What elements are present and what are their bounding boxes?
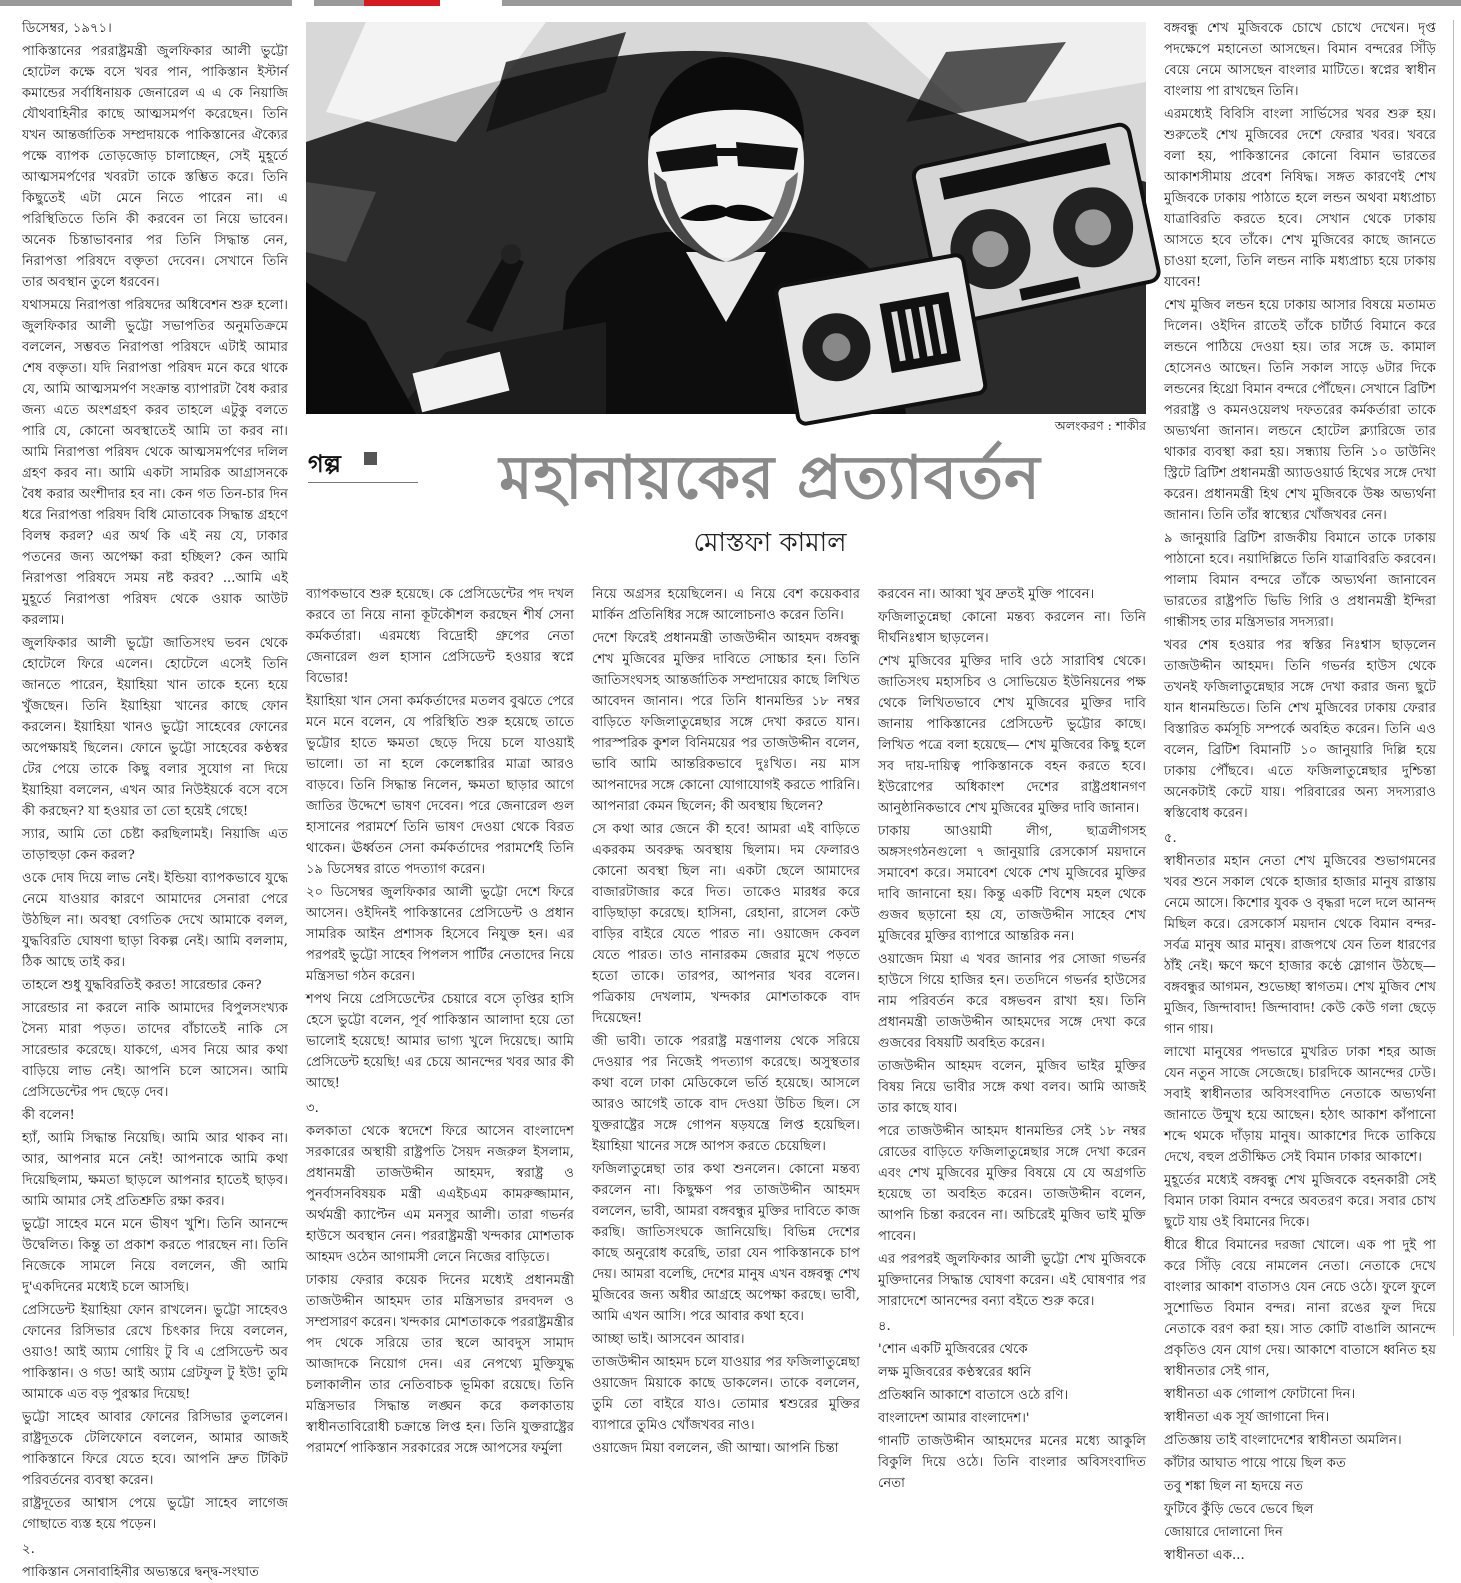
paragraph: তাজউদ্দীন আহমদ বলেন, মুজিব ভাইর মুক্তির বিষয় নিয়ে ভাবীর সঙ্গে কথা বলব। আমি আজই তার কাছে যাব। <box>878 1059 1146 1116</box>
verse-line: তবু শঙ্কা ছিল না হৃদয়ে নত <box>1164 1479 1303 1494</box>
paragraph: তাহলে শুধু যুদ্ধবিরতিই করত! সারেন্ডার কেন? <box>22 978 262 993</box>
verse-line: স্বাধীনতা এক সূর্য জাগানো দিন। <box>1164 1410 1330 1425</box>
story-title: মহানায়কের প্রত্যাবর্তন <box>499 443 1041 513</box>
verse-line: বাংলাদেশ আমার বাংলাদেশ।' <box>878 1411 1030 1426</box>
paragraph: ধীরে ধীরে বিমানের দরজা খোলে। এক পা দুই পা করে সিঁড়ি বেয়ে নামলেন নেতা। নেতাকে দেখে বাংলার আকাশ বাতাসও যেন নেচে ওঠে। ফুলে ফুলে সুশোভিত বিমান বন্দর। নানা রঙের ফুল দিয়ে নেতাকে বরণ করা হয়। সাত কোটি বাঙালি আনন্দে প্রকৃতিও যেন যোগ দেয়। আকাশে বাতাসে ধ্বনিত হয় স্বাধীনতার সেই গান, <box>1164 1238 1436 1379</box>
portrait-illustration <box>306 22 1146 414</box>
paragraph: কী বলেন! <box>22 1108 75 1123</box>
verse-line: 'শোন একটি মুজিবরের থেকে <box>878 1342 1028 1357</box>
paragraph: হ্যাঁ, আমি সিদ্ধান্ত নিয়েছি। আমি আর থাকব না। আর, আপনার মনে নেই! আপনাকে আমি কথা দিয়েছিলাম, ক্ষমতা ছাড়লে আপনার হাতেই ছাড়ব। আমি আমার সেই প্রতিশ্রুতি রক্ষা করব। <box>22 1131 288 1209</box>
paragraph: ব্যাপকভাবে শুরু হয়েছে। কে প্রেসিডেন্টের পদ দখল করবে তা নিয়ে নানা কূটকৌশল করছেন শীর্ষ সেনা কর্মকর্তারা। এরমধ্যে বিদ্রোহী গ্রুপের নেতা জেনারেল গুল হাসান প্রেসিডেন্ট হওয়ার স্বপ্নে বিভোর! <box>306 587 574 686</box>
text-column-5 <box>1164 18 1436 1563</box>
section-marker-icon <box>364 452 377 465</box>
verse-line: প্রতিধ্বনি আকাশে বাতাসে ওঠে রণি। <box>878 1388 1069 1403</box>
paragraph: শেখ মুজিব লন্ডন হয়ে ঢাকায় আসার বিষয়ে মতামত দিলেন। ওইদিন রাতেই তাঁকে চার্টার্ড বিমানে করে লন্ডনে পাঠিয়ে দেওয়া হয়। তার সঙ্গে ড. কামাল হোসেনও আছেন। তিনি সকাল সাড়ে ৬টার দিকে লন্ডনের হিথ্রো বিমান বন্দরে পৌঁছেন। সেখানে ব্রিটিশ পররাষ্ট্র ও কমনওয়েলথ দফতরের কর্মকর্তারা তাকে অভ্যর্থনা জানান। লন্ডনে হোটেল ক্ল্যারিজে তার থাকার ব্যবস্থা করা হয়। সন্ধ্যায় তিনি ১০ ডাউনিং স্ট্রিটে ব্রিটিশ প্রধানমন্ত্রী অ্যাডওয়ার্ড হিথের সঙ্গে দেখা করেন। প্রধানমন্ত্রী হিথ শেখ মুজিবকে উষ্ণ অভ্যর্থনা জানান। তিনি তাঁর স্বাস্থ্যের খোঁজখবর নেন। <box>1164 298 1436 523</box>
paragraph: ভুট্টো সাহেব আবার ফোনের রিসিভার তুললেন। রাষ্ট্রদূতকে টেলিফোনে বললেন, আমার আজই পাকিস্তানে ফিরে যেতে হবে। আপনি দ্রুত টিকিট পরিবর্তনের ব্যবস্থা করেন। <box>22 1410 288 1488</box>
paragraph: ওকে দোষ দিয়ে লাভ নেই। ইন্ডিয়া ব্যাপকভাবে যুদ্ধে নেমে যাওয়ার কারণে আমাদের সেনারা পেরে উঠছিল না। অবস্থা বেগতিক দেখে আমাকে বলল, যুদ্ধবিরতি ঘোষণা ছাড়া বিকল্প নেই। আমি বললাম, ঠিক আছে তাই কর। <box>22 871 288 970</box>
paragraph: কলকাতা থেকে স্বদেশে ফিরে আসেন বাংলাদেশ সরকারের অস্থায়ী রাষ্ট্রপতি সৈয়দ নজরুল ইসলাম, প্রধানমন্ত্রী তাজউদ্দীন আহমদ, স্বরাষ্ট্র ও পুনর্বাসনবিষয়ক মন্ত্রী এএইচএম কামরুজ্জামান, অর্থমন্ত্রী ক্যাপ্টেন এম মনসুর আলী। তারা গভর্নর হাউসে অবস্থান নেন। পররাষ্ট্রমন্ত্রী খন্দকার মোশতাক আহমদ ওঠেন আগামসী লেনে নিজের বাড়িতে। <box>306 1124 574 1265</box>
paragraph: এর পরপরই জুলফিকার আলী ভুট্টো শেখ মুজিবকে মুক্তিদানের সিদ্ধান্ত ঘোষণা করেন। এই ঘোষণার পর সারাদেশে আনন্দের বন্যা বইতে শুরু করে। <box>878 1252 1146 1309</box>
paragraph: স্বাধীনতার মহান নেতা শেখ মুজিবের শুভাগমনের খবর শুনে সকাল থেকে হাজার হাজার মানুষ রাস্তায় নেমে আসে। কিশোর যুবক ও বৃদ্ধরা দলে দলে আনন্দ মিছিল করে। রেসকোর্স ময়দান থেকে বিমান বন্দর-সর্বত্র মানুষ আর মানুষ। রাজপথে যেন তিল ধারণের ঠাঁই নেই। ক্ষণে ক্ষণে হাজার কণ্ঠে স্লোগান উঠছে— বঙ্গবন্ধুর আগমন, শুভেচ্ছা স্বাগতম। শেখ মুজিব শেখ মুজিব, জিন্দাবাদ! জিন্দাবাদ! কেউ কেউ গলা ছেড়ে গান গায়। <box>1164 854 1436 1037</box>
text-column-1 <box>22 18 288 1580</box>
paragraph: ঢাকায় ফেরার কয়েক দিনের মধ্যেই প্রধানমন্ত্রী তাজউদ্দীন আহমদ তার মন্ত্রিসভার রদবদল ও সম্প্রসারণ করেন। খন্দকার মোশতাককে পররাষ্ট্রমন্ত্রীর পদ থেকে সরিয়ে তার স্থলে আবদুস সামাদ আজাদকে নিয়োগ দেন। এর নেপথ্যে মুক্তিযুদ্ধ চলাকালীন তার নেতিবাচক ভূমিকা রয়েছে। তিনি মন্ত্রিসভার সিদ্ধান্ত লঙ্ঘন করে কলকাতায় স্বাধীনতাবিরোধী চক্রান্তে লিপ্ত হন। তিনি যুক্তরাষ্ট্রের পরামর্শে পাকিস্তান সরকারের সঙ্গে আপসের ফর্মুলা <box>306 1273 574 1456</box>
paragraph: ৯ জানুয়ারি ব্রিটিশ রাজকীয় বিমানে তাকে ঢাকায় পাঠানো হবে। নয়াদিল্লিতে তিনি যাত্রাবিরতি করবেন। পালাম বিমান বন্দরে তাঁকে অভ্যর্থনা জানাবেন ভারতের রাষ্ট্রপতি ভিভি গিরি ও প্রধানমন্ত্রী ইন্দিরা গান্ধীসহ তার মন্ত্রিসভার সদস্যরা। <box>1164 531 1436 630</box>
top-rule <box>0 0 1461 6</box>
verse-line: ফুটিবে কুঁড়ি ভেবে ভেবে ছিল <box>1164 1502 1314 1517</box>
paragraph: বঙ্গবন্ধু শেখ মুজিবকে চোখে চোখে দেখেন। দৃপ্ত পদক্ষেপে মহানেতা আসছেন। বিমান বন্দরের সিঁড়ি বেয়ে নেমে আসছেন বাংলার মাটিতে। স্বপ্নের স্বাধীন বাংলায় পা রাখছেন তিনি। <box>1164 21 1436 99</box>
paragraph: করবেন না। আব্বা খুব দ্রুতই মুক্তি পাবেন। <box>878 587 1095 602</box>
story-byline: মোস্তফা কামাল <box>693 528 847 558</box>
paragraph: দেশে ফিরেই প্রধানমন্ত্রী তাজউদ্দীন আহমদ বঙ্গবন্ধু শেখ মুজিবের মুক্তির দাবিতে সোচ্চার হন। তিনি জাতিসংঘসহ আন্তর্জাতিক সম্প্রদায়ের কাছে লিখিত আবেদন জানান। পরে তিনি ধানমন্ডির ১৮ নম্বর বাড়িতে ফজিলাতুন্নেছার সঙ্গে দেখা করতে যান। পারস্পরিক কুশল বিনিময়ের পর তাজউদ্দীন বলেন, ভাবি আমি আন্তরিকভাবে দুঃখিত। নয় মাস আপনাদের সঙ্গে কোনো যোগাযোগই করতে পারিনি। আপনারা কেমন ছিলেন; কী অবস্থায় ছিলেন? <box>592 631 860 814</box>
paragraph: ফজিলাতুন্নেছা কোনো মন্তব্য করলেন না। তিনি দীর্ঘনিঃশ্বাস ছাড়লেন। <box>878 610 1146 646</box>
verse-line: জোয়ারে দোলানো দিন <box>1164 1525 1283 1540</box>
paragraph: প্রেসিডেন্ট ইয়াহিয়া ফোন রাখলেন। ভুট্টো সাহেবও ফোনের রিসিভার রেখে চিৎকার দিয়ে বললেন, ওয়াও! আই অ্যাম গোয়িং টু বি এ প্রেসিডেন্ট অব পাকিস্তান। ও গড! আই অ্যাম গ্রেটফুল টু ইউ! তুমি আমাকে এত বড় পুরস্কার দিয়েছ! <box>22 1303 288 1402</box>
paragraph: মুহূর্তের মধ্যেই বঙ্গবন্ধু শেখ মুজিবকে বহনকারী সেই বিমান ঢাকা বিমান বন্দরে অবতরণ করে। সবার চোখ ছুটে যায় ওই বিমানের দিকে। <box>1164 1173 1436 1230</box>
paragraph: ডিসেম্বর, ১৯৭১। <box>22 21 112 36</box>
paragraph: ঢাকায় আওয়ামী লীগ, ছাত্রলীগসহ অঙ্গসংগঠনগুলো ৭ জানুয়ারি রেসকোর্স ময়দানে সমাবেশ করে। সমাবেশ থেকে শেখ মুজিবের মুক্তির দাবি জানানো হয়। কিন্তু একটি বিশেষ মহল থেকে গুজব ছড়ানো হয় যে, তাজউদ্দীন সাহেব শেখ মুজিবের মুক্তির ব্যাপারে আন্তরিক নন। <box>878 824 1146 944</box>
top-rule-segment <box>0 0 292 6</box>
paragraph: ভুট্টো সাহেব মনে মনে ভীষণ খুশি। তিনি আনন্দে উদ্বেলিত। কিন্তু তা প্রকাশ করতে পারছেন না। তিনি নিজেকে সামলে নিয়ে বললেন, জী আমি দু'একদিনের মধ্যেই চলে আসছি। <box>22 1217 288 1295</box>
paragraph: জুলফিকার আলী ভুট্টো জাতিসংঘ ভবন থেকে হোটেলে ফিরে এলেন। হোটেলে এসেই তিনি জানতে পারেন, ইয়াহিয়া খান তাকে হন্যে হয়ে খুঁজছেন। তিনি ইয়াহিয়া খানের কাছে ফোন করলেন। ইয়াহিয়া খানও ভুট্টো সাহেবের ফোনের অপেক্ষায়ই ছিলেন। ফোনে ভুট্টো সাহেবের কণ্ঠস্বর টের পেয়ে তাকে কিছু বলার সুযোগ না দিয়ে ইয়াহিয়া বললেন, এখন আর নিউইয়র্কে বসে বসে কী করছেন? যা হওয়ার তা তো হয়েই গেছে! <box>22 636 288 819</box>
paragraph: সারেন্ডার না করলে নাকি আমাদের বিপুলসংখ্যক সৈন্য মারা পড়ত। তাদের বাঁচাতেই নাকি সে সারেন্ডার করেছে। যাকগে, এসব নিয়ে আর কথা বাড়িয়ে লাভ নেই। আপনি চলে আসেন। আমি প্রেসিডেন্টের পদ ছেড়ে দেব। <box>22 1001 288 1100</box>
section-number: ২. <box>22 1542 35 1557</box>
paragraph: গানটি তাজউদ্দীন আহমদের মনের মধ্যে আকুলি বিকুলি দিয়ে ওঠে। তিনি বাংলার অবিসংবাদিত নেতা <box>878 1434 1146 1491</box>
paragraph: খবর শেষ হওয়ার পর স্বস্তির নিঃশ্বাস ছাড়লেন তাজউদ্দীন আহমদ। তিনি গভর্নর হাউস থেকে তখনই ফজিলাতুন্নেছার সঙ্গে দেখা করার জন্য ছুটে যান ধানমন্ডিতে। তিনি শেখ মুজিবের ঢাকায় ফেরার বিস্তারিত কর্মসূচি সম্পর্কে অবহিত করেন। তিনি এও বলেন, ব্রিটিশ বিমানটি ১০ জানুয়ারি দিল্লি হয়ে ঢাকায় পৌঁছবে। এতে ফজিলাতুন্নেছার দুশ্চিন্তা অনেকটাই কেটে যায়। পরিবারের অন্য সদস্যরাও স্বস্তিবোধ করেন। <box>1164 638 1436 821</box>
text-column-4 <box>878 584 1146 1491</box>
paragraph: পাকিস্তানের পররাষ্ট্রমন্ত্রী জুলফিকার আলী ভুট্টো হোটেল কক্ষে বসে খবর পান, পাকিস্তান ইস্টার্ন কমান্ডের সর্বাধিনায়ক জেনারেল এ এ কে নিয়াজি যৌথবাহিনীর কাছে আত্মসমর্পণ করেছেন। তিনি যখন আন্তর্জাতিক সম্প্রদায়কে পাকিস্তানের ঐক্যের পক্ষে ব্যাপক তোড়জোড় চালাচ্ছেন, সেই মুহূর্তে আত্মসমর্পণের খবরটা তাকে স্তম্ভিত করে। তিনি কিছুতেই এটা মেনে নিতে পারেন না। এ পরিস্থিতিতে তিনি কী করবেন তা নিয়ে ভাবেন। অনেক চিন্তাভাবনার পর তিনি সিদ্ধান্ত নেন, নিরাপত্তা পরিষদে বক্তৃতা দেবেন। সেখানে তিনি তার অবস্থান তুলে ধরবেন। <box>22 44 288 290</box>
verse-line: স্বাধীনতা এক গোলাপ ফোটানো দিন। <box>1164 1387 1356 1402</box>
section-number: ৫. <box>1164 831 1177 846</box>
paragraph: পরে তাজউদ্দীন আহমদ ধানমন্ডির সেই ১৮ নম্বর রোডের বাড়িতে ফজিলাতুন্নেছার সঙ্গে দেখা করেন এবং শেখ মুজিবের মুক্তির বিষয়ে যে যে অগ্রগতি হয়েছে তা অবহিত করেন। তাজউদ্দীন বলেন, আপনি চিন্তা করবেন না। অচিরেই মুজিব ভাই মুক্তি পাবেন। <box>878 1124 1146 1244</box>
verse-line: প্রতিজ্ঞায় তাই বাংলাদেশের স্বাধীনতা অমলিন। <box>1164 1433 1402 1448</box>
paragraph: যথাসময়ে নিরাপত্তা পরিষদের অধিবেশন শুরু হলো। জুলফিকার আলী ভুট্টো সভাপতির অনুমতিক্রমে বললেন, সম্ভবত নিরাপত্তা পরিষদে এটাই আমার শেষ বক্তৃতা। যদি নিরাপত্তা পরিষদ মনে করে থাকে যে, আমি আত্মসমর্পণ সংক্রান্ত ব্যাপারটা বৈধ করার জন্য এতে অংশগ্রহণ করব তাহলে এটুকু বলতে পারি যে, কোনো অবস্থাতেই আমি তা করব না। আমি নিরাপত্তা পরিষদ থেকে আত্মসমর্পণের দলিল গ্রহণ করব না। আমি একটা সামরিক আগ্রাসনকে বৈধ করার অংশীদার হব না। কেন গত তিন-চার দিন ধরে নিরাপত্তা পরিষদ বিধি মোতাবেক সিদ্ধান্ত গ্রহণে বিলম্ব করল? এর অর্থ কি এই নয় যে, ঢাকার পতনের জন্য অপেক্ষা করা হচ্ছিল? কেন আমি নিরাপত্তা পরিষদে সময় নষ্ট করব? ...আমি এই মুহূর্তে নিরাপত্তা পরিষদ থেকে ওয়াক আউট করলাম। <box>22 298 288 628</box>
text-column-3 <box>592 584 860 1456</box>
paragraph: এরমধ্যেই বিবিসি বাংলা সার্ভিসের খবর শুরু হয়। শুরুতেই শেখ মুজিবের দেশে ফেরার খবর। খবরে বলা হয়, পাকিস্তানের কোনো বিমান ভারতের আকাশসীমায় প্রবেশ নিষিদ্ধ। সঙ্গত কারণেই শেখ মুজিবকে ঢাকায় পাঠাতে হলে লন্ডন অথবা মধ্যপ্রাচ্য যাত্রাবিরতি করতে হবে। সেখান থেকে ঢাকায় আসতে হবে তাঁকে। শেখ মুজিবের কাছে জানতে চাওয়া হলো, তিনি লন্ডন নাকি মধ্যপ্রাচ্য হয়ে ঢাকায় যাবেন! <box>1164 107 1436 290</box>
paragraph: তাজউদ্দীন আহমদ চলে যাওয়ার পর ফজিলাতুন্নেছা ওয়াজেদ মিয়াকে কাছে ডাকলেন। তাকে বললেন, তুমি তো বাইরে যাও। তোমার শ্বশুরের মুক্তির ব্যাপারে তুমিও খোঁজখবর নাও। <box>592 1355 860 1433</box>
illustration-caption: অলংকরণ : শাকীর <box>1054 418 1146 433</box>
paragraph: জী ভাবী। তাকে পররাষ্ট্র মন্ত্রণালয় থেকে সরিয়ে দেওয়ার পর নিজেই পদত্যাগ করেছে। অসুস্থতার কথা বলে ঢাকা মেডিকেলে ভর্তি হয়েছে। আসলে আরও আগেই তাকে বাদ দেওয়া উচিত ছিল। সে যুক্তরাষ্ট্রের সঙ্গে গোপন ষড়যন্ত্রে লিপ্ত হয়েছিল। ইয়াহিয়া খানের সঙ্গে আপস করতে চেয়েছিল। <box>592 1034 860 1154</box>
paragraph: রাষ্ট্রদূতের আশ্বাস পেয়ে ভুট্টো সাহেব লাগেজ গোছাতে ব্যস্ত হয়ে পড়েন। <box>22 1496 288 1532</box>
verse-line: লক্ষ মুজিবরের কণ্ঠস্বরের ধ্বনি <box>878 1365 1032 1380</box>
paragraph: ফজিলাতুন্নেছা তার কথা শুনলেন। কোনো মন্তব্য করলেন না। কিছুক্ষণ পর তাজউদ্দীন আহমদ বললেন, ভাবী, আমরা বঙ্গবন্ধুর মুক্তির দাবিতে কাজ করছি। জাতিসংঘকে জানিয়েছি। বিভিন্ন দেশের কাছে অনুরোধ করেছি, তারা যেন পাকিস্তানকে চাপ দেয়। আমরা বলেছি, দেশের মানুষ এখন বঙ্গবন্ধু শেখ মুজিবের জন্য অধীর আগ্রহে অপেক্ষা করছে। ভাবী, আমি এখন আসি। পরে আবার কথা হবে। <box>592 1162 860 1324</box>
paragraph: লাখো মানুষের পদভারে মুখরিত ঢাকা শহর আজ যেন নতুন সাজে সেজেছে। চারদিকে আনন্দের ঢেউ। সবাই স্বাধীনতার অবিসংবাদিত নেতাকে অভ্যর্থনা জানাতে উন্মুখ হয়ে আছেন। হঠাৎ আকাশ কাঁপানো শব্দে থমকে দাঁড়ায় মানুষ। আকাশের দিকে তাকিয়ে দেখে, বহুল প্রতীক্ষিত সেই বিমান ঢাকার আকাশে। <box>1164 1045 1436 1165</box>
paragraph: শপথ নিয়ে প্রেসিডেন্টের চেয়ারে বসে তৃপ্তির হাসি হেসে ভুট্টো বলেন, পূর্ব পাকিস্তান আলাদা হয়ে তো ভালোই হয়েছে! আমার ভাগ্য খুলে দিয়েছে। আমি প্রেসিডেন্ট হয়েছি! এর চেয়ে আনন্দের খবর আর কী আছে! <box>306 992 574 1091</box>
paragraph: ইয়াহিয়া খান সেনা কর্মকর্তাদের মতলব বুঝতে পেরে মনে মনে বলেন, যে পরিস্থিতি শুরু হয়েছে তাতে ভুট্টোর হাতে ক্ষমতা ছেড়ে দিয়ে চলে যাওয়াই ভালো। তা না হলে কেলেঙ্কারির মাত্রা আরও বাড়বে। তিনি সিদ্ধান্ত নিলেন, ক্ষমতা ছাড়ার আগে জাতির উদ্দেশে ভাষণ দেবেন। পরে জেনারেল গুল হাসানের পরামর্শে তিনি ভাষণ দেওয়া থেকে বিরত থাকেন। ঊর্ধ্বতন সেনা কর্মকর্তাদের পরামর্শেই তিনি ১৯ ডিসেম্বর রাতে পদত্যাগ করেন। <box>306 694 574 877</box>
paragraph: ওয়াজেদ মিয়া এ খবর জানার পর সোজা গভর্নর হাউসে গিয়ে হাজির হন। ততদিনে গভর্নর হাউসের নাম পরিবর্তন করে বঙ্গভবন রাখা হয়। তিনি প্রধানমন্ত্রী তাজউদ্দীন আহমদের সঙ্গে দেখা করে গুজবের বিষয়টি অবহিত করেন। <box>878 952 1146 1051</box>
story-illustration <box>306 22 1146 414</box>
paragraph: ওয়াজেদ মিয়া বললেন, জী আম্মা। আপনি চিন্তা <box>592 1441 839 1456</box>
section-label: গল্প <box>308 449 341 478</box>
text-column-2 <box>306 584 574 1456</box>
page-border <box>1453 20 1454 1336</box>
section-number: ৩. <box>306 1101 319 1116</box>
verse-line: স্বাধীনতা এক... <box>1164 1548 1245 1563</box>
paragraph: সে কথা আর জেনে কী হবে! আমরা এই বাড়িতে একরকম অবরুদ্ধ অবস্থায় ছিলাম। দম ফেলারও কোনো অবস্থা ছিল না। একটা ছেলে আমাদের বাজারটাজার করে দিত। তাকেও মারধর করে বাড়িছাড়া করেছে। হাসিনা, রেহানা, রাসেল কেউ বাড়ির বাইরে যেতে পারত না। ওয়াজেদ কেবল যেতে পারত। তাও নানারকম জেরার মুখে পড়তে হতো তাকে। তারপর, আপনার খবর বলেন। পত্রিকায় দেখলাম, খন্দকার মোশতাককে বাদ দিয়েছেন! <box>592 822 860 1026</box>
top-rule-segment <box>502 0 1461 6</box>
verse-line: কাঁটার আঘাত পায়ে পায়ে ছিল কত <box>1164 1456 1346 1471</box>
section-number: ৪. <box>878 1319 891 1334</box>
section-divider <box>308 482 418 483</box>
paragraph: আচ্ছা ভাই। আসবেন আবার। <box>592 1332 745 1347</box>
paragraph: পাকিস্তান সেনাবাহিনীর অভ্যন্তরে দ্বন্দ্ব-সংঘাত <box>22 1565 260 1580</box>
paragraph: নিয়ে অগ্রসর হয়েছিলেন। এ নিয়ে বেশ কয়েকবার মার্কিন প্রতিনিধির সঙ্গে আলোচনাও করেন তিনি। <box>592 587 860 623</box>
paragraph: স্যার, আমি তো চেষ্টা করছিলামই। নিয়াজি এত তাড়াহুড়া কেন করল? <box>22 827 288 863</box>
top-rule-segment <box>314 0 364 6</box>
top-rule-accent <box>364 0 440 6</box>
paragraph: শেখ মুজিবের মুক্তির দাবি ওঠে সারাবিশ্ব থেকে। জাতিসংঘ মহাসচিব ও সোভিয়েত ইউনিয়নের পক্ষ থেকে লিখিতভাবে শেখ মুজিবের মুক্তির দাবি জানায় পাকিস্তানের প্রেসিডেন্ট ভুট্টোর কাছে। লিখিত পত্রে বলা হয়েছে— শেখ মুজিবের কিছু হলে সব দায়-দায়িত্ব পাকিস্তানকে বহন করতে হবে। ইউরোপের অধিকাংশ দেশের রাষ্ট্রপ্রধানগণ আনুষ্ঠানিকভাবে শেখ মুজিবের মুক্তির দাবি জানান। <box>878 654 1146 816</box>
paragraph: ২০ ডিসেম্বর জুলফিকার আলী ভুট্টো দেশে ফিরে আসেন। ওইদিনই পাকিস্তানের প্রেসিডেন্ট ও প্রধান সামরিক আইন প্রশাসক হিসেবে নিযুক্ত হন। এর পরপরই ভুট্টো সাহেব পিপলস পার্টির নেতাদের নিয়ে মন্ত্রিসভা গঠন করেন। <box>306 885 574 984</box>
